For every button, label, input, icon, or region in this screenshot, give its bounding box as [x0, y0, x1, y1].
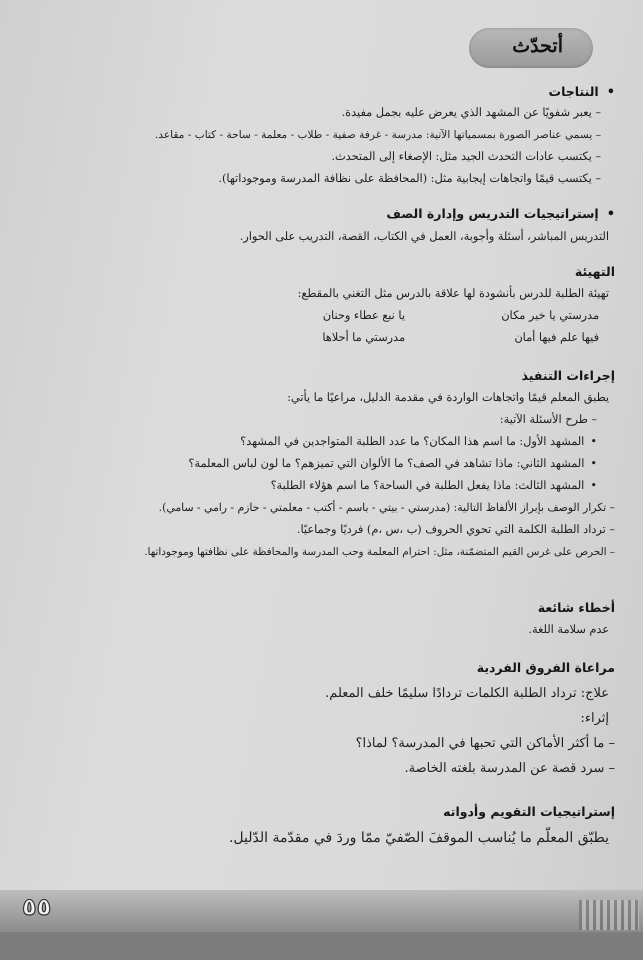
assessment-heading: إستراتيجيات التقويم وأدواته [443, 804, 615, 819]
errors-section [22, 600, 615, 641]
strategies-heading: • إستراتيجيات التدريس وإدارة الصف [22, 206, 615, 222]
procedures-heading: إجراءات التنفيذ [521, 368, 615, 383]
strategies-section [22, 206, 615, 248]
procedures-intro: يطبق المعلم قيمًا واتجاهات الواردة في مقدمة الدليل، مراعيًا ما يأتي: [287, 391, 609, 404]
enrich-label: إثراء: [580, 711, 609, 726]
assessment-section [22, 804, 615, 849]
warmup-heading: التهيئة [574, 264, 615, 279]
verse-line: فيها علم فيها أمان [514, 331, 599, 344]
outcomes-heading: • النتاجات [22, 84, 615, 100]
differences-section [22, 660, 615, 781]
warmup-section [22, 264, 615, 349]
song-verse [22, 305, 615, 349]
differences-heading: مراعاة الفروق الفردية [476, 660, 615, 675]
procedure-step: – ترداد الطلبة الكلمة التي تحوي الحروف (ب ،س ،م) فرديًا وجماعيًا. [22, 519, 615, 541]
outcomes-section [22, 84, 615, 190]
verse-line: مدرستي ما أحلاها [322, 331, 405, 344]
procedure-step: – الحرص على غرس القيم المتضمّنة، مثل: احترام المعلمة وحب المدرسة والمحافظة على نظافتها وموجوداتها. [22, 541, 615, 563]
strategies-text: التدريس المباشر، أسئلة وأجوبة، العمل في الكتاب، القصة، التدريب على الحوار. [239, 230, 609, 243]
outcome-item: – يسمي عناصر الصورة بمسمياتها الآتية: مدرسة - غرفة صفية - طلاب - معلمة - ساحة - كتاب - مقاعد. [22, 124, 615, 146]
footer-band [0, 890, 643, 932]
scene-question: • المشهد الأول: ما اسم هذا المكان؟ ما عدد الطلبة المتواجدين في المشهد؟ [22, 431, 615, 453]
assessment-text: يطبّق المعلّم ما يُناسب الموقفَ الصّفيّ ممّا وردَ في مقدّمة الدّليل. [228, 830, 609, 846]
scene-question: • المشهد الثالث: ماذا يفعل الطلبة في الساحة؟ ما اسم هؤلاء الطلبة؟ [22, 475, 615, 497]
procedure-step: – تكرار الوصف بإبراز الألفاظ التالية: (مدرستي - بيتي - باسم - أكتب - معلمتي - حازم - رامي - سامي). [22, 497, 615, 519]
lesson-title: أتحدّث [512, 35, 563, 57]
enrich-item: – سرد قصة عن المدرسة بلغته الخاصة. [22, 756, 615, 781]
outcome-item: – يعبر شفويًا عن المشهد الذي يعرض عليه بجمل مفيدة. [22, 102, 615, 124]
errors-heading: أخطاء شائعة [537, 600, 615, 615]
outcome-item: – يكتسب قيمًا واتجاهات إيجابية مثل: (المحافظة على نظافة المدرسة وموجوداتها). [22, 168, 615, 190]
outcome-item: – يكتسب عادات التحدث الجيد مثل: الإصغاء إلى المتحدث. [22, 146, 615, 168]
remedy-text: علاج: ترداد الطلبة الكلمات تردادًا سليمًا خلف المعلم. [325, 686, 609, 701]
lesson-title-tab [469, 28, 593, 68]
verse-line: يا نبع عطاء وحنان [322, 309, 405, 322]
scene-question: • المشهد الثاني: ماذا تشاهد في الصف؟ ما الألوان التي تميزهم؟ ما لون لباس المعلمة؟ [22, 453, 615, 475]
warmup-text: تهيئة الطلبة للدرس بأنشودة لها علاقة بالدرس مثل التغني بالمقطع: [297, 287, 609, 300]
verse-line: مدرستي يا خير مكان [501, 309, 599, 322]
footer-stripes [579, 900, 639, 930]
questions-label: – طرح الأسئلة الآتية: [22, 409, 615, 431]
page-number: ٥٥ [22, 893, 52, 921]
procedures-section [22, 368, 615, 563]
errors-text: عدم سلامة اللغة. [528, 623, 609, 636]
footer-shadow [0, 932, 643, 960]
enrich-item: – ما أكثر الأماكن التي تحبها في المدرسة؟ لماذا؟ [22, 731, 615, 756]
